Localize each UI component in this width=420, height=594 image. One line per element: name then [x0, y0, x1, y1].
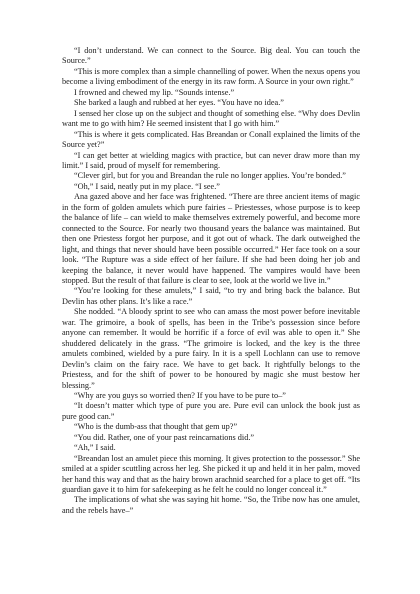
paragraph: “Clever girl, but for you and Breandan the rule no longer applies. You’re bonded.”: [74, 171, 346, 181]
paragraph: Ana gazed above and her face was frightened. “There are three ancient items of magic in the form of golden amulets which pure fairies – Priestesses, whose purpose is to keep the balance of life – can wield to make themselves extremely powerful, and become more connected to the Source. For nearly two thousand years the balance was maintained. But then one Priestess forgot her purpose, and it got out of whack. The dark outweighed the light, and things that never should have been possible occurred.” Her face took on a sour look. “The Rupture was a side effect of her failure. If she had been doing her job and keeping the balance, it never would have happened. The vampires would have been stopped. But the result of that failure is clear to see, look at the world we live in.”: [62, 192, 360, 285]
paragraph: I sensed her close up on the subject and thought of something else. “Why does Devlin want me to go with him? He seemed insistent that I go with him.”: [62, 108, 360, 129]
paragraph: The implications of what she was saying hit home. “So, the Tribe now has one amulet, and the rebels have–”: [62, 495, 360, 515]
paragraph: I frowned and chewed my lip. “Sounds intense.”: [74, 87, 235, 97]
paragraph: “Why are you guys so worried then? If you have to be pure to–”: [74, 390, 286, 400]
paragraph: “I can get better at wielding magics with practice, but can never draw more than my limit.” I said, proud of myself for remembering.: [62, 150, 360, 170]
paragraph: “It doesn’t matter which type of pure you are. Pure evil can unlock the book just as pure good can.”: [62, 401, 360, 421]
paragraph: “I don’t understand. We can connect to the Source. Big deal. You can touch the Source.”: [62, 46, 360, 66]
paragraph: She nodded. “A bloody sprint to see who can amass the most power before inevitable war. The grimoire, a book of spells, has been in the Tribe’s possession since before anyone can remember. It would be horrific if a force of evil was able to open it.” She shuddered delicately in the grass. “The grimoire is locked, and the key is the three amulets combined, wielded by a pure fairy. In it is a spell Lochlann can use to remove Devlin’s claim on the fairy race. We have to get back. It rightfully belongs to the Priestess, and for the shift of power to be honoured by magic she must bestow her blessing.”: [62, 307, 360, 390]
paragraph: She barked a laugh and rubbed at her eyes. “You have no idea.”: [74, 98, 284, 108]
paragraph: “Who is the dumb-ass that thought that gem up?”: [74, 422, 238, 432]
paragraph: “This is more complex than a simple channelling of power. When the nexus opens you become a living embodiment of the energy in its raw form. A Source in your own right.”: [62, 66, 361, 87]
paragraph: “Oh,” I said, neatly put in my place. “I see.”: [74, 181, 220, 191]
paragraph: “Breandan lost an amulet piece this morning. It gives protection to the possessor.” She smiled at a spider scuttling across her leg. She picked it up and held it in her palm, moved her hand this way and that as the hairy brown arachnid searched for a place to get off. “Its guardian gave it to him for safekeeping as he felt he could no longer conceal it.”: [62, 453, 360, 495]
paragraph: “You’re looking for these amulets,” I said, “to try and bring back the balance. But Devlin has other plans. It’s like a race.”: [62, 286, 360, 306]
paragraph: “This is where it gets complicated. Has Breandan or Conall explained the limits of the Source yet?”: [62, 129, 360, 150]
paragraph: “You did. Rather, one of your past reincarnations did.”: [74, 432, 255, 442]
paragraph: “Ah,” I said.: [74, 443, 116, 453]
page-body: [62, 46, 360, 516]
